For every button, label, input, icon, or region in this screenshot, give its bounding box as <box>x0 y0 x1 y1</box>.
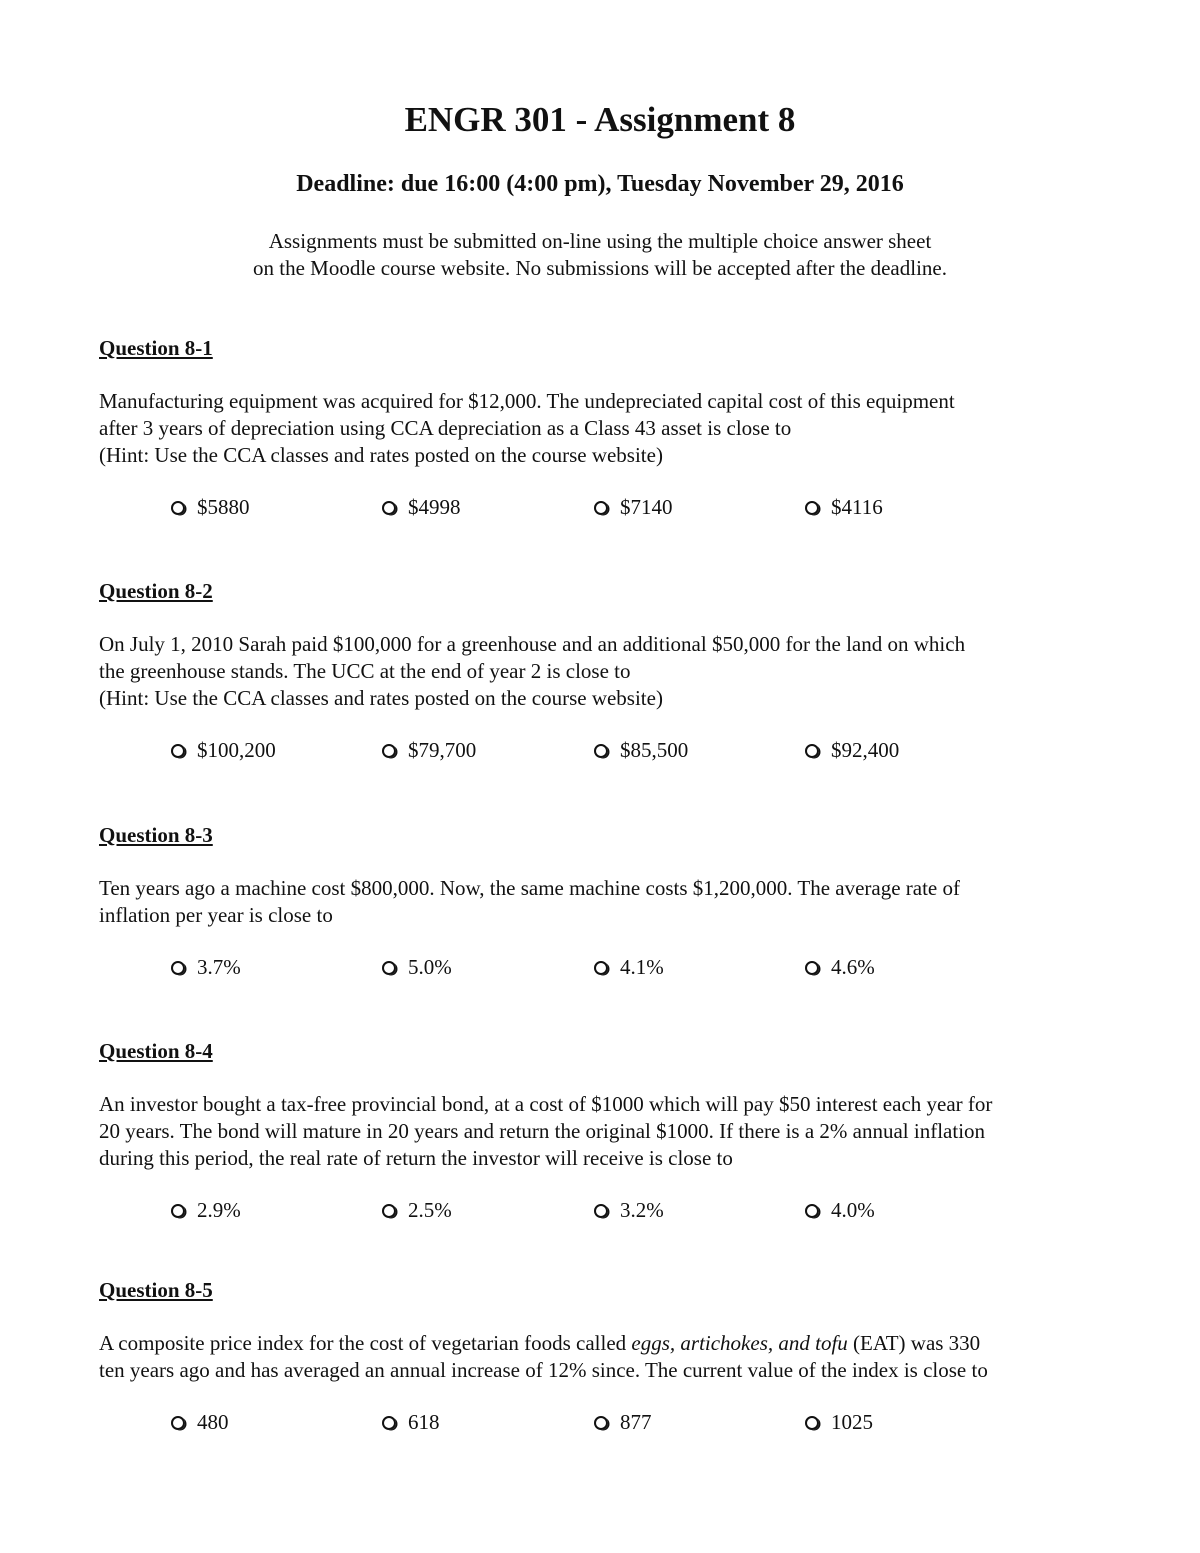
option-label: 3.2% <box>620 1198 664 1222</box>
question-text-line: (Hint: Use the CCA classes and rates posted on the course website) <box>99 686 663 710</box>
option-label: 5.0% <box>408 955 452 979</box>
option-label: $5880 <box>197 495 250 519</box>
answer-option-b[interactable] <box>382 494 461 521</box>
question-8-5 <box>99 1277 1109 1439</box>
radio-icon[interactable] <box>382 501 396 515</box>
radio-icon[interactable] <box>382 961 396 975</box>
answer-options <box>99 954 1109 984</box>
question-heading: Question 8-1 <box>99 336 213 360</box>
answer-option-c[interactable] <box>594 737 688 764</box>
question-text-italic: eggs, artichokes, and tofu <box>631 1331 848 1355</box>
question-heading: Question 8-2 <box>99 579 213 603</box>
question-text <box>99 1091 1109 1172</box>
answer-option-d[interactable] <box>805 494 883 521</box>
radio-icon[interactable] <box>382 744 396 758</box>
option-label: 480 <box>197 1410 229 1434</box>
question-text <box>99 631 1109 712</box>
answer-option-c[interactable] <box>594 494 673 521</box>
question-text-line: (Hint: Use the CCA classes and rates posted on the course website) <box>99 443 663 467</box>
answer-option-a[interactable] <box>171 954 241 981</box>
instructions-line: Assignments must be submitted on-line using the multiple choice answer sheet <box>268 229 932 253</box>
radio-icon[interactable] <box>594 1416 608 1430</box>
question-text <box>99 1330 1109 1384</box>
radio-icon[interactable] <box>594 744 608 758</box>
instructions <box>0 228 1200 282</box>
option-label: $85,500 <box>620 738 689 762</box>
radio-icon[interactable] <box>805 1416 819 1430</box>
question-8-1 <box>99 335 1109 524</box>
option-label: 2.9% <box>197 1198 241 1222</box>
answer-option-a[interactable] <box>171 494 250 521</box>
option-label: 2.5% <box>408 1198 452 1222</box>
answer-option-d[interactable] <box>805 954 875 981</box>
question-text-line: ten years ago and has averaged an annual increase of 12% since. The current value of the index is close to <box>99 1358 988 1382</box>
answer-option-d[interactable] <box>805 1409 873 1436</box>
question-text-line: during this period, the real rate of return the investor will receive is close to <box>99 1146 733 1170</box>
answer-option-b[interactable] <box>382 954 452 981</box>
radio-icon[interactable] <box>382 1204 396 1218</box>
option-label: 4.1% <box>620 955 664 979</box>
answer-options <box>99 1197 1109 1227</box>
question-heading: Question 8-4 <box>99 1039 213 1063</box>
answer-option-b[interactable] <box>382 1197 452 1224</box>
option-label: $4998 <box>408 495 461 519</box>
answer-options <box>99 494 1109 524</box>
question-8-3 <box>99 822 1109 984</box>
option-label: $100,200 <box>197 738 276 762</box>
option-label: $92,400 <box>831 738 900 762</box>
question-text <box>99 875 1109 929</box>
question-heading: Question 8-3 <box>99 823 213 847</box>
question-text-line: Ten years ago a machine cost $800,000. Now, the same machine costs $1,200,000. The average rate of <box>99 876 960 900</box>
radio-icon[interactable] <box>171 1204 185 1218</box>
option-label: $79,700 <box>408 738 477 762</box>
question-text-segment: A composite price index for the cost of vegetarian foods called <box>99 1331 632 1355</box>
option-label: $7140 <box>620 495 673 519</box>
question-text-line: An investor bought a tax-free provincial bond, at a cost of $1000 which will pay $50 interest each year for <box>99 1092 993 1116</box>
radio-icon[interactable] <box>805 1204 819 1218</box>
page-title: ENGR 301 - Assignment 8 <box>404 100 796 139</box>
question-text-line: after 3 years of depreciation using CCA depreciation as a Class 43 asset is close to <box>99 416 792 440</box>
radio-icon[interactable] <box>594 501 608 515</box>
answer-option-c[interactable] <box>594 1197 664 1224</box>
question-text-line: 20 years. The bond will mature in 20 years and return the original $1000. If there is a 2% annual inflation <box>99 1119 986 1143</box>
answer-option-c[interactable] <box>594 1409 652 1436</box>
option-label: $4116 <box>831 495 883 519</box>
answer-options <box>99 737 1109 767</box>
question-text-line: inflation per year is close to <box>99 903 333 927</box>
option-label: 3.7% <box>197 955 241 979</box>
option-label: 618 <box>408 1410 440 1434</box>
answer-option-a[interactable] <box>171 737 276 764</box>
answer-option-c[interactable] <box>594 954 664 981</box>
question-text-line <box>99 1330 1109 1357</box>
answer-option-d[interactable] <box>805 737 899 764</box>
question-text-line: On July 1, 2010 Sarah paid $100,000 for a greenhouse and an additional $50,000 for the land on which <box>99 632 966 656</box>
question-text-line: Manufacturing equipment was acquired for $12,000. The undepreciated capital cost of this equipment <box>99 389 955 413</box>
radio-icon[interactable] <box>171 744 185 758</box>
option-label: 1025 <box>831 1410 873 1434</box>
radio-icon[interactable] <box>171 1416 185 1430</box>
question-text-segment: (EAT) was 330 <box>847 1331 981 1355</box>
question-heading: Question 8-5 <box>99 1278 213 1302</box>
answer-option-b[interactable] <box>382 737 476 764</box>
option-label: 4.0% <box>831 1198 875 1222</box>
answer-option-a[interactable] <box>171 1409 229 1436</box>
answer-option-d[interactable] <box>805 1197 875 1224</box>
option-label: 4.6% <box>831 955 875 979</box>
option-label: 877 <box>620 1410 652 1434</box>
question-8-2 <box>99 578 1109 767</box>
instructions-line: on the Moodle course website. No submissions will be accepted after the deadline. <box>253 256 947 280</box>
radio-icon[interactable] <box>171 501 185 515</box>
answer-option-a[interactable] <box>171 1197 241 1224</box>
radio-icon[interactable] <box>805 744 819 758</box>
deadline-text: Deadline: due 16:00 (4:00 pm), Tuesday November 29, 2016 <box>296 171 904 197</box>
radio-icon[interactable] <box>171 961 185 975</box>
question-text-line: the greenhouse stands. The UCC at the end of year 2 is close to <box>99 659 631 683</box>
radio-icon[interactable] <box>382 1416 396 1430</box>
radio-icon[interactable] <box>594 961 608 975</box>
question-8-4 <box>99 1038 1109 1227</box>
radio-icon[interactable] <box>805 961 819 975</box>
question-text <box>99 388 1109 469</box>
answer-options <box>99 1409 1109 1439</box>
radio-icon[interactable] <box>594 1204 608 1218</box>
radio-icon[interactable] <box>805 501 819 515</box>
answer-option-b[interactable] <box>382 1409 440 1436</box>
